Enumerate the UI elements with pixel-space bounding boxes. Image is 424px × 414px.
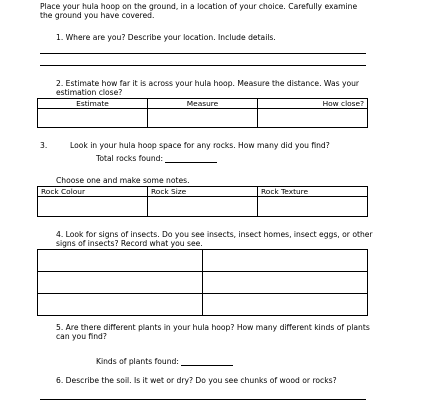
question-2-number: 2. <box>56 79 64 88</box>
table-cell[interactable] <box>258 197 368 217</box>
question-4-text: Look for signs of insects. Do you see insects, insect homes, insect eggs, or other signs of insects? Record what you see. <box>56 230 373 249</box>
question-4 <box>56 230 374 249</box>
table-cell[interactable] <box>148 197 258 217</box>
table-header: Rock Texture <box>258 187 368 197</box>
notes-label: Choose one and make some notes. <box>56 176 190 185</box>
plants-found-blank[interactable] <box>181 365 233 366</box>
table-header: Estimate <box>38 99 148 109</box>
question-1 <box>56 33 376 42</box>
rock-table <box>37 186 368 217</box>
table-cell[interactable] <box>38 272 203 294</box>
table-cell[interactable] <box>38 250 203 272</box>
distance-table <box>37 98 368 128</box>
table-cell[interactable] <box>203 294 368 316</box>
question-3-text: Look in your hula hoop space for any rocks. How many did you find? <box>70 141 330 150</box>
table-cell[interactable] <box>203 250 368 272</box>
answer-line[interactable] <box>40 53 366 54</box>
answer-line[interactable] <box>40 65 366 66</box>
question-5-number: 5. <box>56 323 64 332</box>
question-1-text: Where are you? Describe your location. Include details. <box>65 33 276 42</box>
rocks-found-blank[interactable] <box>165 162 217 163</box>
intro-text: Place your hula hoop on the ground, in a location of your choice. Carefully examine the ground you have covered. <box>40 2 358 21</box>
table-header: Measure <box>148 99 258 109</box>
question-5-text: Are there different plants in your hula hoop? How many different kinds of plants can you find? <box>56 323 370 342</box>
table-cell[interactable] <box>203 272 368 294</box>
table-cell[interactable] <box>38 294 203 316</box>
question-4-number: 4. <box>56 230 64 239</box>
rocks-found-label: Total rocks found: <box>96 154 164 163</box>
question-2-text: Estimate how far it is across your hula hoop. Measure the distance. Was your estimation close? <box>56 79 360 98</box>
rocks-found <box>96 154 217 163</box>
question-6-text: Describe the soil. Is it wet or dry? Do you see chunks of wood or rocks? <box>65 376 337 385</box>
table-cell[interactable] <box>148 109 258 128</box>
question-3-number: 3. <box>40 141 48 150</box>
question-6 <box>56 376 372 385</box>
insect-table <box>37 249 368 316</box>
table-header: How close? <box>258 99 368 109</box>
question-2 <box>56 79 374 98</box>
question-1-number: 1. <box>56 33 64 42</box>
table-cell[interactable] <box>38 197 148 217</box>
plants-found <box>96 357 233 366</box>
table-header: Rock Colour <box>38 187 148 197</box>
table-header: Rock Size <box>148 187 258 197</box>
question-5 <box>56 323 370 342</box>
plants-found-label: Kinds of plants found: <box>96 357 179 366</box>
answer-line[interactable] <box>40 399 366 400</box>
table-cell[interactable] <box>38 109 148 128</box>
table-cell[interactable] <box>258 109 368 128</box>
question-6-number: 6. <box>56 376 64 385</box>
